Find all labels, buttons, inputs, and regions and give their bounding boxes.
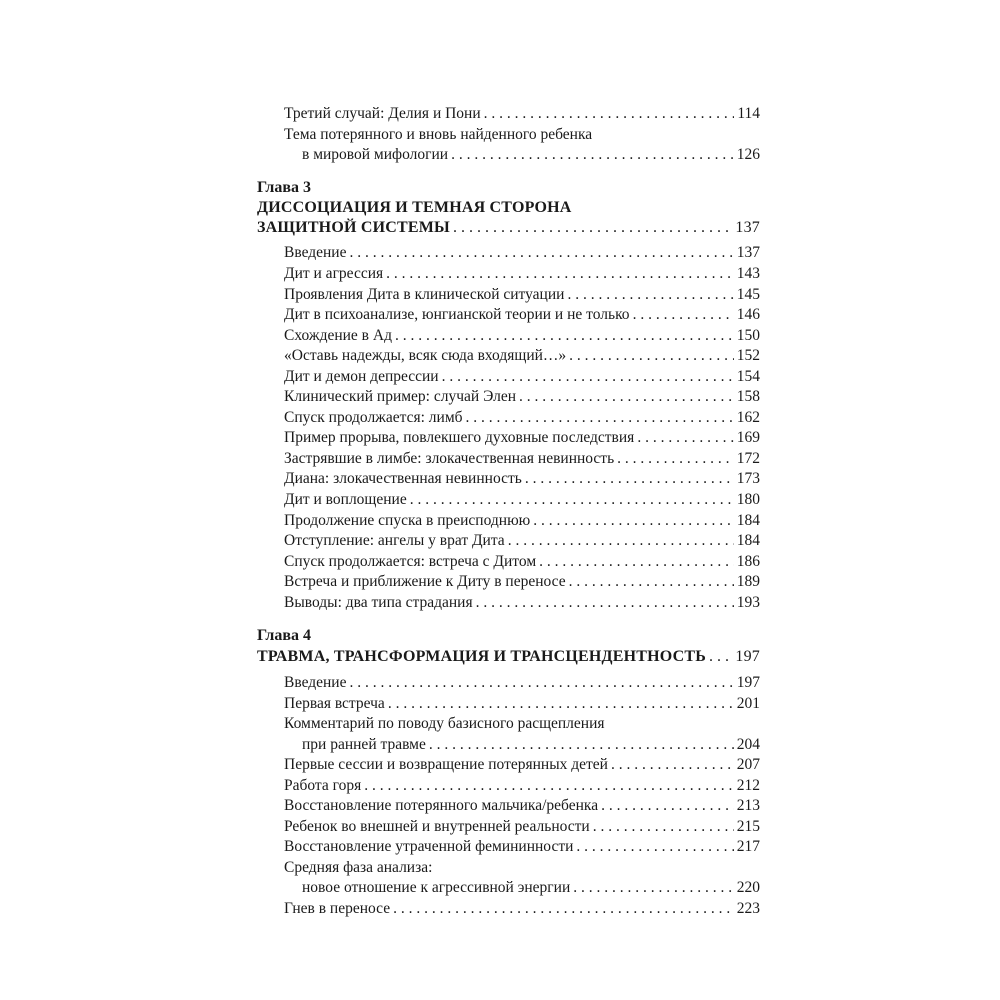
dot-leader bbox=[519, 387, 734, 407]
toc-entry bbox=[284, 572, 760, 592]
dot-leader bbox=[395, 326, 734, 346]
toc-entry-page: 180 bbox=[736, 491, 760, 508]
toc-entry-page: 223 bbox=[736, 900, 760, 917]
dot-leader bbox=[539, 552, 734, 572]
toc-entry-title: Продолжение спуска в преисподнюю bbox=[284, 512, 531, 529]
toc-entry-page: 184 bbox=[736, 532, 760, 549]
chapter-label: Глава 3 bbox=[257, 179, 311, 196]
dot-leader bbox=[410, 490, 734, 510]
toc-entry-title-line2: в мировой мифологии bbox=[302, 146, 449, 163]
dot-leader bbox=[525, 469, 734, 489]
toc-entry-title-line1: Средняя фаза анализа: bbox=[284, 859, 433, 876]
toc-entry bbox=[284, 776, 760, 796]
dot-leader bbox=[709, 647, 732, 667]
chapter-heading-entry bbox=[257, 647, 760, 667]
toc-entry bbox=[284, 387, 760, 407]
toc-entry-title: Схождение в Ад bbox=[284, 327, 392, 344]
toc-entry-title: Гнев в переносе bbox=[284, 900, 391, 917]
toc-entry-title: Застрявшие в лимбе: злокачественная невинность bbox=[284, 450, 615, 467]
toc-entry-title-line1: Тема потерянного и вновь найденного ребенка bbox=[284, 126, 593, 143]
dot-leader bbox=[569, 572, 734, 592]
toc-entry-title: Встреча и приближение к Диту в переносе bbox=[284, 573, 566, 590]
toc-entry-title: Спуск продолжается: лимб bbox=[284, 409, 463, 426]
toc-entry-title: Первые сессии и возвращение потерянных детей bbox=[284, 756, 608, 773]
toc-entry bbox=[284, 673, 760, 693]
toc-entry bbox=[284, 346, 760, 366]
toc-entry-title-line2: новое отношение к агрессивной энергии bbox=[302, 879, 571, 896]
toc-entry bbox=[284, 817, 760, 837]
toc-entry-page: 204 bbox=[736, 736, 760, 753]
toc-entry-title: Работа горя bbox=[284, 777, 362, 794]
toc-entry-page: 158 bbox=[736, 388, 760, 405]
dot-leader bbox=[393, 899, 734, 919]
dot-leader bbox=[601, 796, 734, 816]
toc-entry bbox=[284, 552, 760, 572]
dot-leader bbox=[349, 243, 733, 263]
toc-entry-title: Введение bbox=[284, 674, 347, 691]
dot-leader bbox=[388, 694, 734, 714]
toc-entry bbox=[284, 367, 760, 387]
toc-entry-title: Диана: злокачественная невинность bbox=[284, 470, 522, 487]
toc-entry-page: 154 bbox=[736, 368, 760, 385]
toc-entry-page: 197 bbox=[736, 674, 760, 691]
toc-entry-page: 126 bbox=[736, 146, 760, 163]
toc-entry-page: 201 bbox=[736, 695, 760, 712]
chapter-heading: ДИССОЦИАЦИЯ И ТЕМНАЯ СТОРОНА bbox=[257, 199, 572, 216]
toc-entry bbox=[284, 305, 760, 325]
toc-entry bbox=[284, 531, 760, 551]
toc-entry bbox=[302, 878, 760, 898]
toc-entry-page: 172 bbox=[736, 450, 760, 467]
dot-leader bbox=[567, 285, 733, 305]
toc-entry-title: Дит и агрессия bbox=[284, 265, 384, 282]
toc-entry-page: 189 bbox=[736, 573, 760, 590]
toc-entry-page: 207 bbox=[736, 756, 760, 773]
toc-entry-title: Третий случай: Делия и Пони bbox=[284, 105, 481, 122]
toc-entry-page: 186 bbox=[736, 553, 760, 570]
dot-leader bbox=[569, 346, 734, 366]
chapter-heading-line2: ЗАЩИТНОЙ СИСТЕМЫ bbox=[257, 219, 450, 236]
toc-entry bbox=[284, 264, 760, 284]
toc-entry-title: Введение bbox=[284, 244, 347, 261]
dot-leader bbox=[364, 776, 733, 796]
toc-entry-title: Дит в психоанализе, юнгианской теории и не только bbox=[284, 306, 630, 323]
toc-entry bbox=[284, 796, 760, 816]
dot-leader bbox=[429, 735, 734, 755]
toc-entry-page: 212 bbox=[736, 777, 760, 794]
toc-entry-title: Клинический пример: случай Элен bbox=[284, 388, 517, 405]
toc-entry bbox=[284, 899, 760, 919]
dot-leader bbox=[484, 104, 735, 124]
toc-entry bbox=[284, 408, 760, 428]
toc-entry-page: 150 bbox=[736, 327, 760, 344]
dot-leader bbox=[611, 755, 734, 775]
chapter-label: Глава 4 bbox=[257, 627, 311, 644]
toc-entry bbox=[284, 511, 760, 531]
toc-entry-page: 162 bbox=[736, 409, 760, 426]
toc-entry-page: 193 bbox=[736, 594, 760, 611]
toc-entry bbox=[284, 469, 760, 489]
toc-entry bbox=[284, 326, 760, 346]
dot-leader bbox=[349, 673, 733, 693]
toc-entry bbox=[284, 243, 760, 263]
toc-entry-title: Выводы: два типа страдания bbox=[284, 594, 473, 611]
dot-leader bbox=[617, 449, 734, 469]
dot-leader bbox=[533, 511, 734, 531]
dot-leader bbox=[451, 145, 734, 165]
dot-leader bbox=[508, 531, 734, 551]
toc-entry-page: 220 bbox=[736, 879, 760, 896]
dot-leader bbox=[386, 264, 734, 284]
chapter-heading: ТРАВМА, ТРАНСФОРМАЦИЯ И ТРАНСЦЕНДЕНТНОСТЬ bbox=[257, 648, 707, 665]
dot-leader bbox=[476, 593, 734, 613]
toc-entry bbox=[284, 755, 760, 775]
toc-entry-title: Проявления Дита в клинической ситуации bbox=[284, 286, 565, 303]
toc-entry-title: Дит и демон депрессии bbox=[284, 368, 439, 385]
dot-leader bbox=[637, 428, 733, 448]
dot-leader bbox=[466, 408, 734, 428]
toc-entry-title: Спуск продолжается: встреча с Дитом bbox=[284, 553, 537, 570]
toc-entry-title: Первая встреча bbox=[284, 695, 385, 712]
chapter-heading-entry bbox=[257, 218, 760, 238]
toc-entry bbox=[284, 428, 760, 448]
toc-entry bbox=[284, 285, 760, 305]
toc-entry-page: 145 bbox=[736, 286, 760, 303]
toc-entry-page: 114 bbox=[737, 105, 760, 122]
toc-entry-page: 146 bbox=[736, 306, 760, 323]
toc-entry-page: 169 bbox=[736, 429, 760, 446]
toc-entry bbox=[284, 837, 760, 857]
chapter-page: 137 bbox=[735, 219, 760, 236]
toc-entry-page: 217 bbox=[736, 838, 760, 855]
toc-entry-title-line2: при ранней травме bbox=[302, 736, 426, 753]
toc-entry-title: Отступление: ангелы у врат Дита bbox=[284, 532, 505, 549]
toc-entry-title-line1: Комментарий по поводу базисного расщепления bbox=[284, 715, 605, 732]
dot-leader bbox=[633, 305, 734, 325]
dot-leader bbox=[453, 218, 732, 238]
toc-entry bbox=[284, 694, 760, 714]
toc-entry bbox=[284, 449, 760, 469]
toc-entry bbox=[284, 593, 760, 613]
toc-entry-page: 173 bbox=[736, 470, 760, 487]
toc-entry-page: 215 bbox=[736, 818, 760, 835]
toc-entry-page: 137 bbox=[736, 244, 760, 261]
chapter-page: 197 bbox=[735, 648, 760, 665]
toc-entry-title: Ребенок во внешней и внутренней реальности bbox=[284, 818, 590, 835]
dot-leader bbox=[576, 837, 733, 857]
toc-entry-title: Восстановление утраченной фемининности bbox=[284, 838, 574, 855]
toc-entry-title: Дит и воплощение bbox=[284, 491, 407, 508]
toc-entry bbox=[302, 145, 760, 165]
toc-entry-title: Восстановление потерянного мальчика/ребенка bbox=[284, 797, 599, 814]
dot-leader bbox=[573, 878, 734, 898]
toc-entry bbox=[284, 490, 760, 510]
toc-entry-page: 152 bbox=[736, 347, 760, 364]
toc-entry bbox=[302, 735, 760, 755]
toc-entry bbox=[284, 104, 760, 124]
dot-leader bbox=[593, 817, 734, 837]
toc-entry-page: 184 bbox=[736, 512, 760, 529]
toc-entry-title: Пример прорыва, повлекшего духовные последствия bbox=[284, 429, 635, 446]
toc-entry-page: 143 bbox=[736, 265, 760, 282]
toc-entry-title: «Оставь надежды, всяк сюда входящий…» bbox=[284, 347, 567, 364]
toc-entry-page: 213 bbox=[736, 797, 760, 814]
dot-leader bbox=[442, 367, 734, 387]
